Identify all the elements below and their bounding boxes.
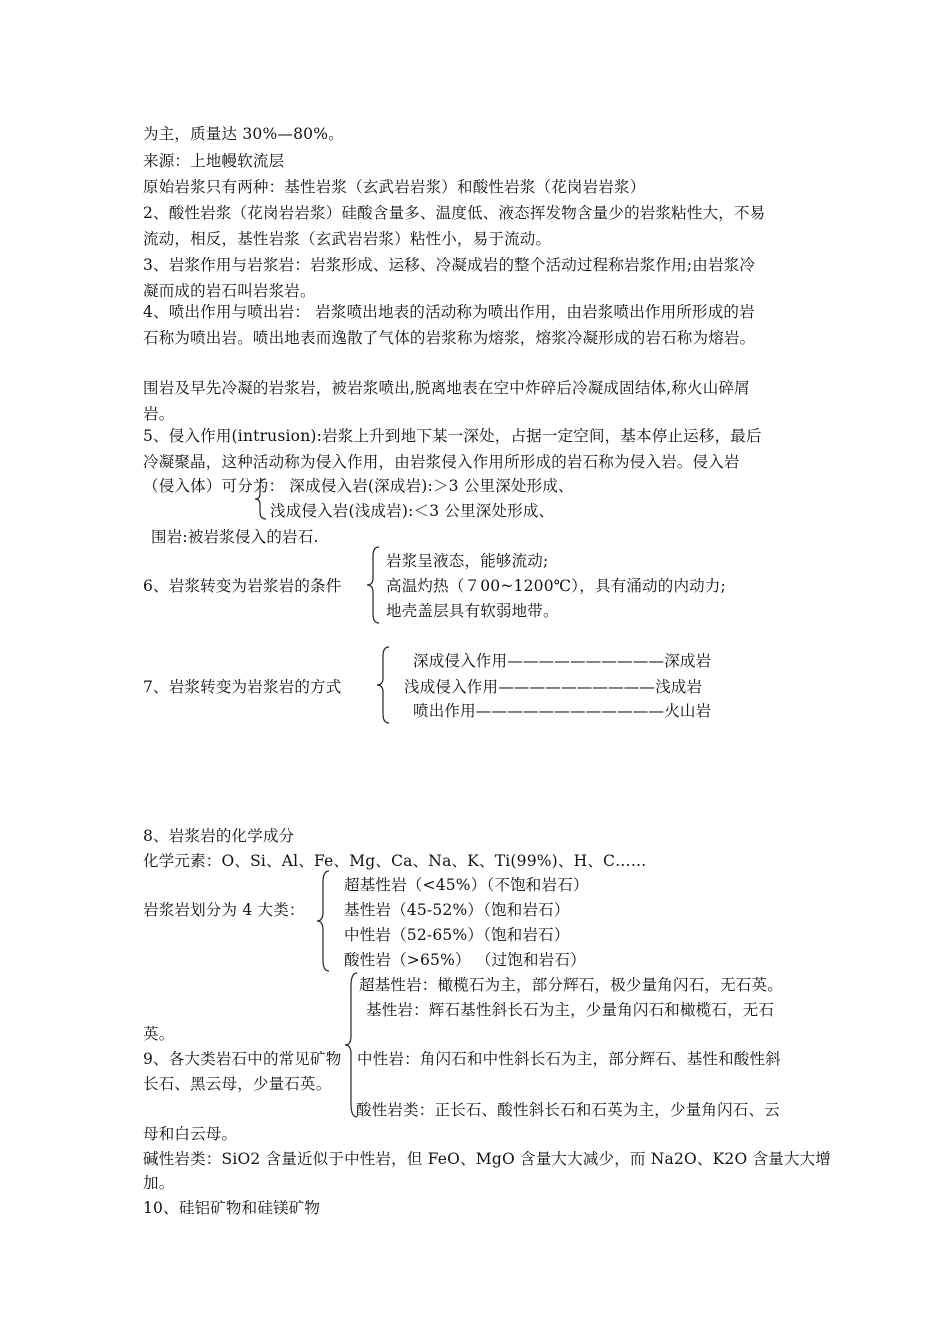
text-line: 来源：上地幔软流层	[143, 152, 285, 170]
text-line: 基性岩（45-52%）（饱和岩石）	[344, 901, 570, 919]
text-line: 中性岩（52-65%）（饱和岩石）	[344, 926, 570, 944]
text-line: 4、喷出作用与喷出岩： 岩浆喷出地表的活动称为喷出作用，由岩浆喷出作用所形成的岩	[143, 303, 755, 321]
text-line: 5、侵入作用(intrusion):岩浆上升到地下某一深处，占据一定空间，基本停止运移，最后	[143, 427, 762, 445]
text-line: 石称为喷出岩。喷出地表而逸散了气体的岩浆称为熔浆，熔浆冷凝形成的岩石称为熔岩。	[143, 329, 756, 347]
text-line: 中性岩：角闪石和中性斜长石为主，部分辉石、基性和酸性斜	[357, 1050, 781, 1068]
brace-intrusion	[254, 478, 270, 520]
text-line: 围岩及早先冷凝的岩浆岩，被岩浆喷出,脱离地表在空中炸碎后冷凝成固结体,称火山碎屑	[143, 379, 750, 397]
text-line: 6、岩浆转变为岩浆岩的条件	[143, 577, 342, 595]
text-line: 凝而成的岩石叫岩浆岩。	[143, 282, 316, 300]
brace-minerals	[344, 972, 360, 1118]
text-line: 英。	[143, 1025, 175, 1043]
text-line: 围岩:被岩浆侵入的岩石.	[151, 528, 319, 546]
text-line: 10、硅铝矿物和硅镁矿物	[143, 1199, 321, 1217]
text-line: 加。	[143, 1174, 175, 1192]
text-line: 超基性岩（<45%）（不饱和岩石）	[344, 876, 589, 894]
brace-conditions	[366, 546, 382, 624]
brace-methods	[376, 646, 392, 724]
text-line: （侵入体）可分为： 深成侵入岩(深成岩):＞3 公里深处形成、	[143, 477, 574, 495]
text-line: 岩浆岩划分为 4 大类：	[143, 901, 305, 919]
text-line: 流动，相反，基性岩浆（玄武岩岩浆）粘性小，易于流动。	[143, 230, 552, 248]
text-line: 长石、黑云母，少量石英。	[143, 1075, 332, 1093]
text-line: 基性岩：辉石基性斜长石为主，少量角闪石和橄榄石，无石	[366, 1001, 775, 1019]
text-line: 喷出作用————————————火山岩	[413, 702, 712, 720]
text-line: 浅成侵入岩(浅成岩):＜3 公里深处形成、	[270, 502, 555, 520]
text-line: 7、岩浆转变为岩浆岩的方式	[143, 678, 342, 696]
text-line: 地壳盖层具有软弱地带。	[386, 602, 559, 620]
brace-classes	[316, 870, 332, 972]
text-line: 碱性岩类：SiO2 含量近似于中性岩，但 FeO、MgO 含量大大减少，而 Na2O、K2O 含量大大增	[143, 1150, 831, 1168]
text-line: 酸性岩类：正长石、酸性斜长石和石英为主，少量角闪石、云	[356, 1101, 780, 1119]
text-line: 浅成侵入作用——————————浅成岩	[404, 678, 703, 696]
text-line: 超基性岩：橄榄石为主，部分辉石，极少量角闪石，无石英。	[359, 976, 783, 994]
text-line: 母和白云母。	[143, 1125, 238, 1143]
text-line: 9、各大类岩石中的常见矿物	[143, 1050, 342, 1068]
text-line: 深成侵入作用——————————深成岩	[413, 652, 712, 670]
text-line: 2、酸性岩浆（花岗岩岩浆）硅酸含量多、温度低、液态挥发物含量少的岩浆粘性大，不易	[143, 204, 766, 222]
text-line: 岩。	[143, 405, 175, 423]
text-line: 冷凝聚晶，这种活动称为侵入作用，由岩浆侵入作用所形成的岩石称为侵入岩。侵入岩	[143, 453, 740, 471]
text-line: 酸性岩（>65%） （过饱和岩石）	[344, 951, 586, 969]
text-line: 化学元素：O、Si、Al、Fe、Mg、Ca、Na、K、Ti(99%)、H、C……	[143, 852, 647, 870]
text-line: 8、岩浆岩的化学成分	[143, 827, 295, 845]
text-line: 为主，质量达 30%—80%。	[143, 125, 344, 143]
text-line: 原始岩浆只有两种：基性岩浆（玄武岩岩浆）和酸性岩浆（花岗岩岩浆）	[143, 178, 646, 196]
text-line: 3、岩浆作用与岩浆岩：岩浆形成、运移、冷凝成岩的整个活动过程称岩浆作用;由岩浆冷	[143, 256, 756, 274]
text-line: 岩浆呈液态，能够流动;	[386, 552, 549, 570]
text-line: 高温灼热（７00~1200℃），具有涌动的内动力;	[386, 577, 726, 595]
